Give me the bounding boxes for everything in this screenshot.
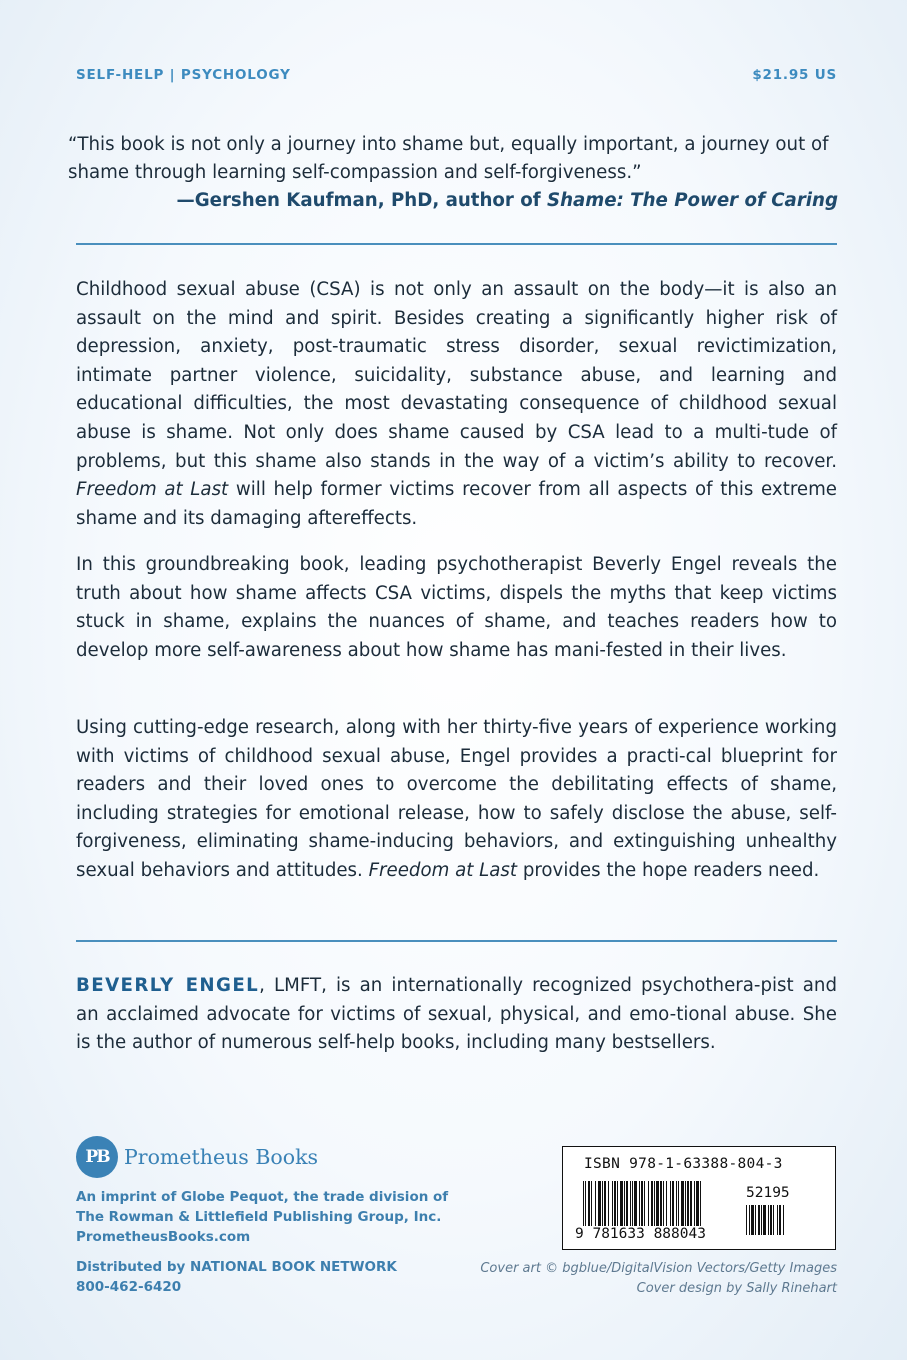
- author-bio-paragraph: [76, 972, 837, 1058]
- quote-attribution: [68, 187, 838, 215]
- publisher-logo: [76, 1136, 318, 1178]
- description-3: [76, 714, 837, 886]
- isbn-barcode: [562, 1146, 836, 1250]
- pb-monogram-icon: PB: [76, 1136, 118, 1178]
- header-bar: [76, 67, 837, 83]
- endorsement-quote: [68, 131, 838, 215]
- cover-credits: [480, 1259, 837, 1299]
- price-code: 52195: [746, 1185, 790, 1201]
- attribution-book-title: Shame: The Power of Caring: [546, 190, 838, 211]
- imprint-line-1: An imprint of Globe Pequot, the trade division of: [76, 1189, 449, 1205]
- p1-text-end: will help former victims recover from all aspects of this extreme shame and its damaging aftereffects.: [76, 479, 837, 529]
- description-paragraph-1: [76, 276, 837, 533]
- price-label: $21.95 US: [752, 67, 837, 83]
- cover-art-credit: Cover art © bgblue/DigitalVision Vectors/Getty Images: [480, 1261, 837, 1276]
- category-label: SELF-HELP | PSYCHOLOGY: [76, 67, 291, 83]
- distributor-name: Distributed by NATIONAL BOOK NETWORK: [76, 1259, 397, 1275]
- p1-book-title: Freedom at Last: [76, 479, 229, 501]
- p3-text: Using cutting-edge research, along with her thirty-five years of experience working with victims of childhood sexual abuse, Engel provides a practi-cal blueprint for readers and their loved ones to overcome the debilitating effects of shame, including strategies for emotional release, how to safely disclose the abuse, self-forgiveness, eliminating shame-inducing behaviors, and extinguishing unhealthy sexual behaviors and attitudes.: [76, 717, 837, 881]
- publisher-imprint: [76, 1187, 448, 1247]
- p1-text: Childhood sexual abuse (CSA) is not only an assault on the body—it is also an assault on the mind and spirit. Besides creating a significantly higher risk of depression, anxiety, post-traumatic stress disorder, sexual revictimization, intimate partner violence, suicidality, substance abuse, and learning and educational difficulties, the most devastating consequence of childhood sexual abuse is shame. Not only does shame caused by CSA lead to a multi-tude of problems, but this shame also stands in the way of a victim’s ability to recover.: [76, 279, 837, 472]
- publisher-name: Prometheus Books: [124, 1145, 319, 1169]
- price-barcode-bars-icon: [746, 1205, 816, 1235]
- divider-bottom: [76, 940, 837, 942]
- barcode-digits: 9 781633 888043: [575, 1226, 706, 1242]
- description: [76, 276, 837, 533]
- description-paragraph-2: In this groundbreaking book, leading psychotherapist Beverly Engel reveals the truth about how shame affects CSA victims, dispels the myths that keep victims stuck in shame, explains the nuances of shame, and teaches readers how to develop more self-awareness about how shame has mani-fested in their lives.: [76, 554, 837, 661]
- description-paragraph-3: [76, 714, 837, 886]
- imprint-line-2: The Rowman & Littlefield Publishing Group, Inc.: [76, 1209, 442, 1225]
- isbn-number: ISBN 978-1-63388-804-3: [584, 1156, 783, 1172]
- p3-text-end: provides the hope readers need.: [517, 859, 820, 881]
- distributor-phone: 800-462-6420: [76, 1279, 182, 1295]
- publisher-website: PrometheusBooks.com: [76, 1229, 251, 1245]
- p3-book-title: Freedom at Last: [368, 859, 518, 881]
- quote-text: “This book is not only a journey into shame but, equally important, a journey out of shame through learning self-compassion and self-forgiveness.”: [68, 134, 829, 183]
- distributor-info: [76, 1257, 397, 1297]
- author-bio: [76, 972, 837, 1058]
- author-name: BEVERLY ENGEL: [76, 975, 260, 996]
- divider-top: [76, 243, 837, 245]
- cover-design-credit: Cover design by Sally Rinehart: [636, 1281, 837, 1296]
- author-bio-text: , LMFT, is an internationally recognized psychothera-pist and an acclaimed advocate for victims of sexual, physical, and emo-tional abuse. She is the author of numerous self-help books, including many bestsellers.: [76, 975, 837, 1054]
- description-2: [76, 551, 837, 665]
- attribution-author: —Gershen Kaufman, PhD, author of: [176, 190, 547, 211]
